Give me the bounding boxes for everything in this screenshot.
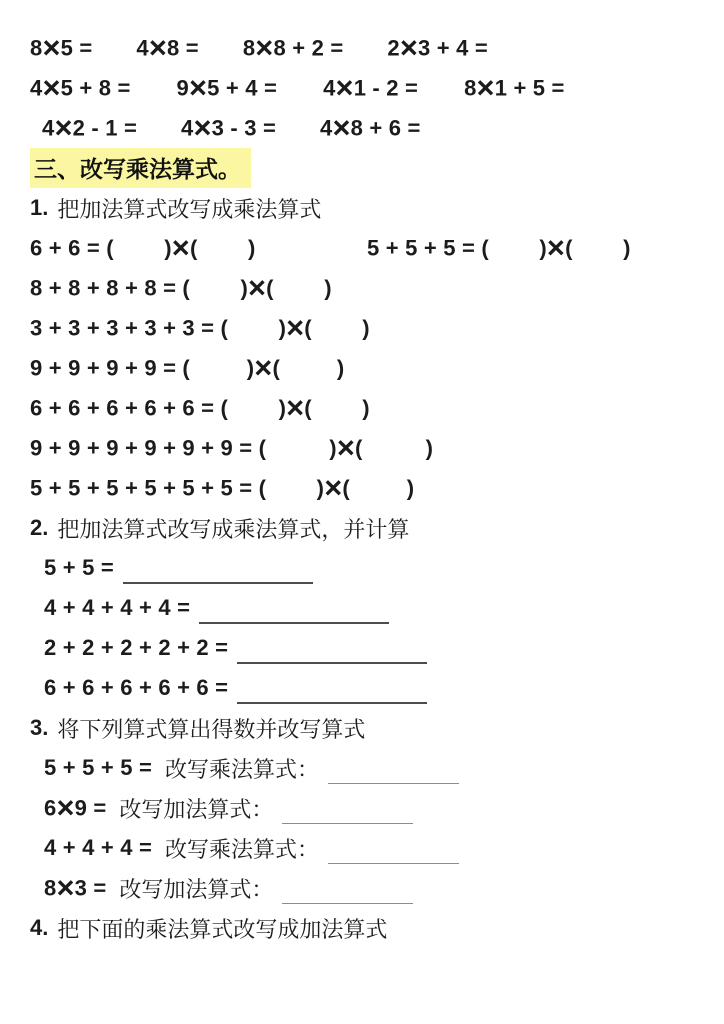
answer-blank	[237, 684, 427, 704]
convert-expression: 4 + 4 + 4 =	[44, 835, 153, 860]
fill-in-row	[30, 548, 714, 588]
convert-row	[30, 748, 714, 788]
subsection-title-text: 把加法算式改写成乘法算式	[57, 196, 322, 222]
convert-row	[30, 788, 714, 828]
rewrite-expression: 9 + 9 + 9 + 9 = ( )×( )	[30, 349, 345, 385]
rewrite-expression: 6 + 6 + 6 + 6 + 6 = ( )×( )	[30, 389, 370, 425]
rewrite-expression: 8 + 8 + 8 + 8 = ( )×( )	[30, 269, 332, 305]
convert-expression: 8×3 =	[44, 869, 107, 905]
subsection-title-text: 将下列算式算出得数并改写算式	[57, 716, 366, 742]
fill-in-expression: 6 + 6 + 6 + 6 + 6 =	[44, 675, 229, 700]
rewrite-row	[30, 308, 714, 348]
calc-expression: 4×2 - 1 =	[42, 109, 138, 145]
calc-row-3	[30, 108, 714, 148]
subsection-number: 4.	[30, 915, 49, 940]
answer-blank	[237, 644, 427, 664]
rewrite-row	[30, 388, 714, 428]
calc-expression: 8×1 + 5 =	[464, 69, 565, 105]
rewrite-expression: 3 + 3 + 3 + 3 + 3 = ( )×( )	[30, 309, 370, 345]
rewrite-row	[30, 468, 714, 508]
calc-expression: 4×3 - 3 =	[181, 109, 277, 145]
calc-expression: 2×3 + 4 =	[387, 29, 488, 65]
calc-expression: 4×1 - 2 =	[323, 69, 419, 105]
rewrite-expression: 6 + 6 = ( )×( )	[30, 229, 256, 265]
calc-expression: 8×8 + 2 =	[242, 29, 344, 65]
subsection-number: 1.	[30, 195, 49, 220]
convert-row	[30, 828, 714, 868]
answer-blank	[328, 764, 459, 784]
fill-in-row	[30, 628, 714, 668]
fill-in-expression: 2 + 2 + 2 + 2 + 2 =	[44, 635, 229, 660]
calc-expression: 4×8 =	[136, 29, 199, 65]
calc-expression: 4×5 + 8 =	[30, 69, 131, 105]
convert-prompt: 改写加法算式：	[119, 796, 274, 822]
subsection-4-title	[30, 908, 714, 948]
calc-expression: 9×5 + 4 =	[176, 69, 278, 105]
convert-prompt: 改写乘法算式：	[165, 756, 320, 782]
subsection-1-title	[30, 188, 714, 228]
fill-in-row	[30, 668, 714, 708]
fill-in-expression: 5 + 5 =	[44, 555, 114, 580]
subsection-title-text: 把下面的乘法算式改写成加法算式	[57, 916, 388, 942]
section-heading	[30, 148, 714, 188]
subsection-title-text: 把加法算式改写成乘法算式，并计算	[57, 516, 410, 542]
answer-blank	[282, 804, 413, 824]
fill-in-expression: 4 + 4 + 4 + 4 =	[44, 595, 191, 620]
convert-prompt: 改写加法算式：	[119, 876, 274, 902]
answer-blank	[123, 564, 313, 584]
convert-expression: 5 + 5 + 5 =	[44, 755, 153, 780]
subsection-number: 2.	[30, 515, 49, 540]
rewrite-row	[30, 268, 714, 308]
calc-row-2	[30, 68, 714, 108]
calc-expression: 4×8 + 6 =	[320, 109, 421, 145]
calc-expression: 8×5 =	[30, 29, 93, 65]
rewrite-expression: 5 + 5 + 5 = ( )×( )	[367, 229, 631, 265]
rewrite-expression: 5 + 5 + 5 + 5 + 5 + 5 = ( )×( )	[30, 469, 415, 505]
subsection-3-title	[30, 708, 714, 748]
convert-expression: 6×9 =	[44, 789, 107, 825]
subsection-2-title	[30, 508, 714, 548]
rewrite-expression: 9 + 9 + 9 + 9 + 9 + 9 = ( )×( )	[30, 429, 434, 465]
answer-blank	[328, 844, 459, 864]
subsection-number: 3.	[30, 715, 49, 740]
rewrite-row	[30, 428, 714, 468]
rewrite-row	[30, 228, 714, 268]
rewrite-row	[30, 348, 714, 388]
calc-row-1	[30, 28, 714, 68]
section-heading-text: 三、改写乘法算式。	[30, 148, 251, 188]
convert-row	[30, 868, 714, 908]
fill-in-row	[30, 588, 714, 628]
convert-prompt: 改写乘法算式：	[165, 836, 320, 862]
answer-blank	[199, 604, 389, 624]
answer-blank	[282, 884, 413, 904]
